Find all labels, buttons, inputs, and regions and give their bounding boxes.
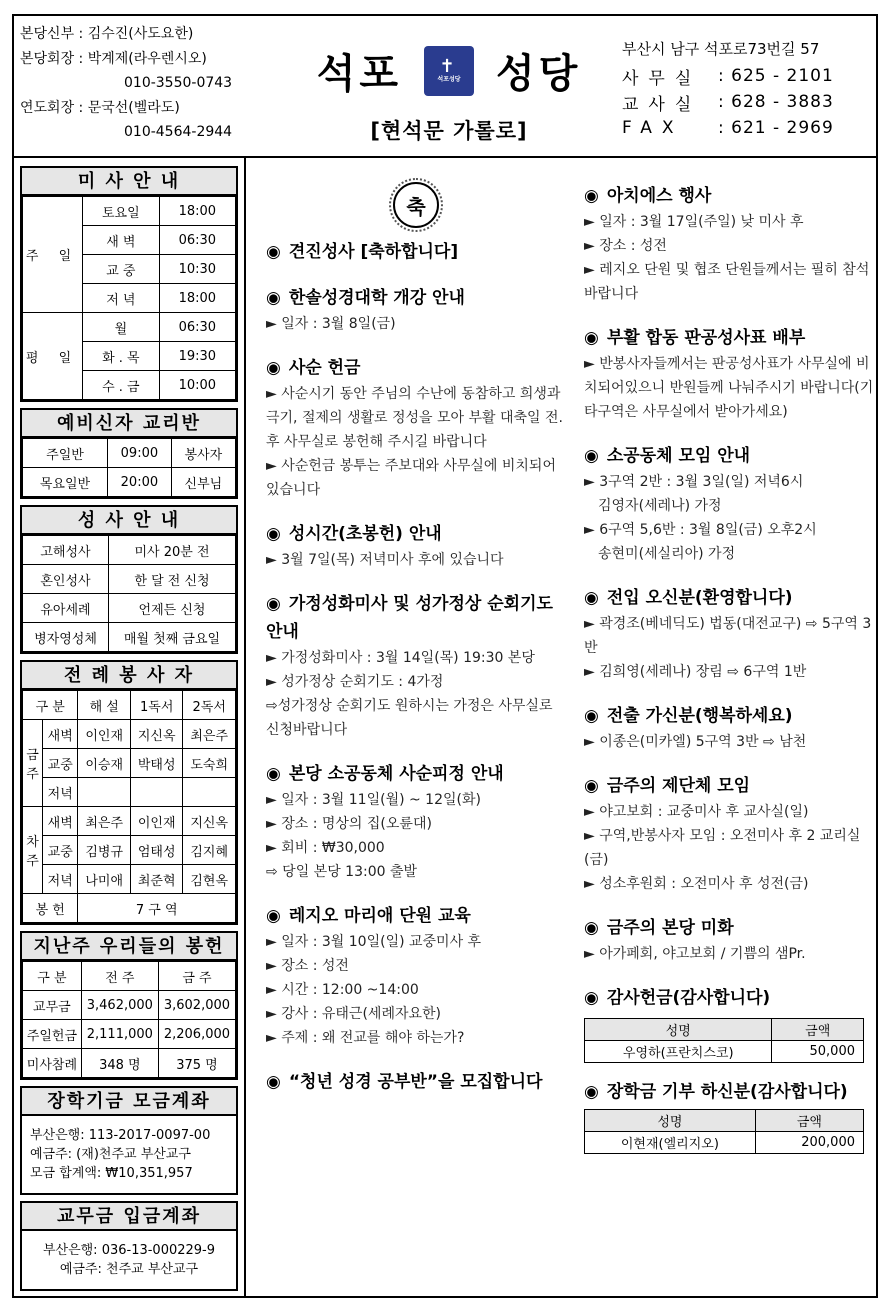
right-column: [584, 182, 874, 1172]
bulletin-page: [12, 14, 878, 1298]
bullet-icon: ◉: [266, 764, 281, 784]
notice-item: ► 일자 : 3월 17일(주일) 낮 미사 후: [584, 214, 804, 230]
notice-title: ◉ “청년 성경 공부반”을 모집합니다: [266, 1072, 543, 1092]
mass-table: 주 일 토요일 18:00 새 벽 06:30 교 중 10:30 저 녁 18:00 평 일 월 06:30 화 . 목 19:30 수 . 금 10:00: [22, 196, 236, 400]
header-title-block: [314, 42, 584, 145]
offering-summary: 지난주 우리들의 봉헌 구 분 전 주 금 주 교무금 3,462,000 3,602,000 주일헌금 2,111,000 2,206,000 미사참례 348 명 375 명: [20, 931, 238, 1080]
phone-row: FAX : 621 - 2969: [622, 118, 834, 138]
notice-title: ◉ 부활 합동 판공성사표 배부: [584, 328, 806, 348]
notice-section: [266, 520, 566, 572]
header: [14, 16, 876, 158]
bullet-icon: ◉: [266, 524, 281, 544]
notice-item: ⇨ 당일 본당 13:00 출발: [266, 864, 418, 880]
bullet-icon: ◉: [584, 186, 599, 206]
patron-subtitle: [현석문 가롤로]: [370, 119, 528, 143]
notice-item: ► 장소 : 성전: [584, 238, 667, 254]
notice-title: ◉ 성시간(초봉헌) 안내: [266, 524, 442, 544]
notice-item: ► 사순시기 동안 주님의 수난에 동참하고 희생과 극기, 절제의 생활로 정성을 모아 부활 대축일 전.후 사무실로 봉헌해 주시길 바랍니다: [266, 386, 564, 450]
notice-title: ◉ 금주의 본당 미화: [584, 918, 734, 938]
notice-item: ► 구역,반봉사자 모임 : 오전미사 후 2 교리실(금): [584, 828, 861, 868]
notice-title: ◉ 전입 오신분(환영합니다): [584, 588, 793, 608]
notice-item: ► 가정성화미사 : 3월 14일(목) 19:30 본당: [266, 650, 535, 666]
notice-item: 김영자(세레나) 가정: [598, 498, 722, 514]
mass-schedule: 미 사 안 내 주 일 토요일 18:00 새 벽 06:30 교 중 10:30 저 녁 18:00 평 일 월 06:30 화 . 목 19:30 수 . 금 10:00: [20, 166, 238, 402]
contact-line: 연도회장 : 문국선(벨라도): [20, 99, 180, 116]
notice-item: ⇨성가정상 순회기도 원하시는 가정은 사무실로 신청바랍니다: [266, 698, 553, 738]
notice-section: [584, 442, 874, 566]
notice-section: [584, 584, 874, 684]
bullet-icon: ◉: [584, 588, 599, 608]
notice-item: ► 일자 : 3월 11일(월) ~ 12일(화): [266, 792, 481, 808]
notice-item: ► 김희영(세레나) 장림 ⇨ 6구역 1반: [584, 664, 807, 680]
bullet-icon: ◉: [266, 906, 281, 926]
bullet-icon: ◉: [584, 776, 599, 796]
notice-section: [266, 590, 566, 742]
notice-title: ◉ 한솔성경대학 개강 안내: [266, 288, 465, 308]
bullet-icon: ◉: [266, 358, 281, 378]
notice-item: ► 아가페회, 야고보회 / 기쁨의 샘Pr.: [584, 946, 806, 962]
notice-section: [584, 702, 874, 754]
notice-item: ► 장소 : 성전: [266, 958, 349, 974]
bullet-icon: ◉: [266, 288, 281, 308]
notice-item: ► 6구역 5,6반 : 3월 8일(금) 오후2시: [584, 522, 817, 538]
bullet-icon: ◉: [266, 594, 281, 614]
notice-item: ► 성가정상 순회기도 : 4가정: [266, 674, 444, 690]
notice-item: ► 사순헌금 봉투는 주보대와 사무실에 비치되어 있습니다: [266, 458, 556, 498]
bullet-icon: ◉: [266, 1072, 281, 1092]
notice-item: 송현미(세실리아) 가정: [598, 546, 736, 562]
notice-item: ► 야고보회 : 교중미사 후 교사실(일): [584, 804, 809, 820]
notice-title: ◉ 본당 소공동체 사순피정 안내: [266, 764, 504, 784]
notice-title: ◉ 소공동체 모임 안내: [584, 446, 751, 466]
notice-section: [266, 238, 566, 266]
notice-section: [584, 772, 874, 896]
contact-phone: 010-4564-2944: [124, 124, 233, 140]
celebration-badge-icon: 축: [393, 182, 439, 228]
notice-item: ► 장소 : 명상의 집(오륜대): [266, 816, 432, 832]
notice-section: [266, 284, 566, 336]
header-contacts: [20, 22, 270, 145]
notice-item: ► 시간 : 12:00 ~14:00: [266, 982, 419, 998]
church-title: 석포 ✝ 석포성당 성당: [314, 42, 584, 99]
contact-line: 본당회장 : 박계제(라우렌시오): [20, 50, 207, 67]
liturgy-servers: 전 례 봉 사 자 구 분 해 설 1독서 2독서 금주 새벽 이인재 지신옥 최은주 교중 이승재 박태성 도숙희 저녁 차주 새벽 최은주 이인재 지신옥 교중 김병규 엄태성 김지혜 저녁 나미애 최준혁 김현옥 봉 헌 7 구 역: [20, 660, 238, 925]
contact-phone: 010-3550-0743: [124, 75, 233, 91]
notice-item: ► 강사 : 유태근(세례자요한): [266, 1006, 441, 1022]
bullet-icon: ◉: [584, 328, 599, 348]
notice-title: ◉ 레지오 마리애 단원 교육: [266, 906, 471, 926]
notice-section: [266, 1068, 566, 1096]
notice-item: ► 3구역 2반 : 3월 3일(일) 저녁6시: [584, 474, 804, 490]
phone-row: 교사실 : 628 - 3883: [622, 92, 834, 115]
notice-item: ► 이종은(미카엘) 5구역 3반 ⇨ 남천: [584, 734, 807, 750]
notice-title: ◉ 전출 가신분(행복하세요): [584, 706, 793, 726]
notice-title: ◉ 사순 헌금: [266, 358, 361, 378]
notice-item: ► 레지오 단원 및 협조 단원들께서는 필히 참석바랍니다: [584, 262, 870, 302]
notice-title: ◉ 가정성화미사 및 성가정상 순회기도 안내: [266, 594, 553, 642]
dues-account: 교무금 입금계좌 부산은행: 036-13-000229-9 예금주: 천주교 부산교구: [20, 1201, 238, 1291]
notice-item: ► 곽경조(베네딕도) 법동(대전교구) ⇨ 5구역 3반: [584, 616, 872, 656]
notice-section: [266, 760, 566, 884]
notice-item: ► 일자 : 3월 10일(일) 교중미사 후: [266, 934, 482, 950]
notice-item: ► 3월 7일(목) 저녁미사 후에 있습니다: [266, 552, 504, 568]
header-address: [622, 38, 872, 141]
notice-section: [584, 324, 874, 424]
bullet-icon: ◉: [266, 242, 281, 262]
church-logo-icon: ✝ 석포성당: [424, 46, 474, 96]
notice-item: ► 반봉사자들께서는 판공성사표가 사무실에 비치되어있으니 반원들께 나눠주시기 바랍니다(기타구역은 사무실에서 받아가세요): [584, 356, 874, 420]
contact-line: 본당신부 : 김수진(사도요한): [20, 26, 194, 42]
notice-section: [266, 354, 566, 502]
scholarship-account: 장학기금 모금계좌 부산은행: 113-2017-0097-00 예금주: (재)천주교 부산교구 모금 합계액: ₩10,351,957: [20, 1086, 238, 1195]
notice-item: ► 주제 : 왜 전교를 해야 하는가?: [266, 1030, 465, 1046]
middle-column: [266, 182, 566, 1114]
notice-section: [584, 914, 874, 966]
notice-title: ◉ 견진성사 [축하합니다]: [266, 242, 459, 262]
notice-title: ◉ 금주의 제단체 모임: [584, 776, 751, 796]
thanks-offering: ◉ 감사헌금(감사합니다) 성명 금액 우영하(프란치스코) 50,000: [584, 984, 874, 1063]
bullet-icon: ◉: [584, 446, 599, 466]
notice-item: ► 회비 : ₩30,000: [266, 840, 385, 856]
left-sidebar: [20, 166, 238, 1297]
address: 부산시 남구 석포로73번길 57: [622, 40, 820, 58]
bullet-icon: ◉: [584, 918, 599, 938]
catechumen-class: 예비신자 교리반 주일반 09:00 봉사자 목요일반 20:00 신부님: [20, 408, 238, 499]
notice-title: ◉ 아치에스 행사: [584, 186, 712, 206]
notice-item: ► 일자 : 3월 8일(금): [266, 316, 396, 332]
bullet-icon: ◉: [584, 706, 599, 726]
scholarship-donors: ◉ 장학금 기부 하신분(감사합니다) 성명 금액 이현재(엘리지오) 200,000: [584, 1081, 874, 1154]
notice-section: [584, 182, 874, 306]
notice-item: ► 성소후원회 : 오전미사 후 성전(금): [584, 876, 809, 892]
column-divider: [244, 158, 246, 1298]
notice-section: [266, 902, 566, 1050]
phone-row: 사무실 : 625 - 2101: [622, 66, 834, 89]
sacrament-info: 성 사 안 내 고해성사 미사 20분 전 혼인성사 한 달 전 신청 유아세례 언제든 신청 병자영성체 매월 첫째 금요일: [20, 505, 238, 654]
